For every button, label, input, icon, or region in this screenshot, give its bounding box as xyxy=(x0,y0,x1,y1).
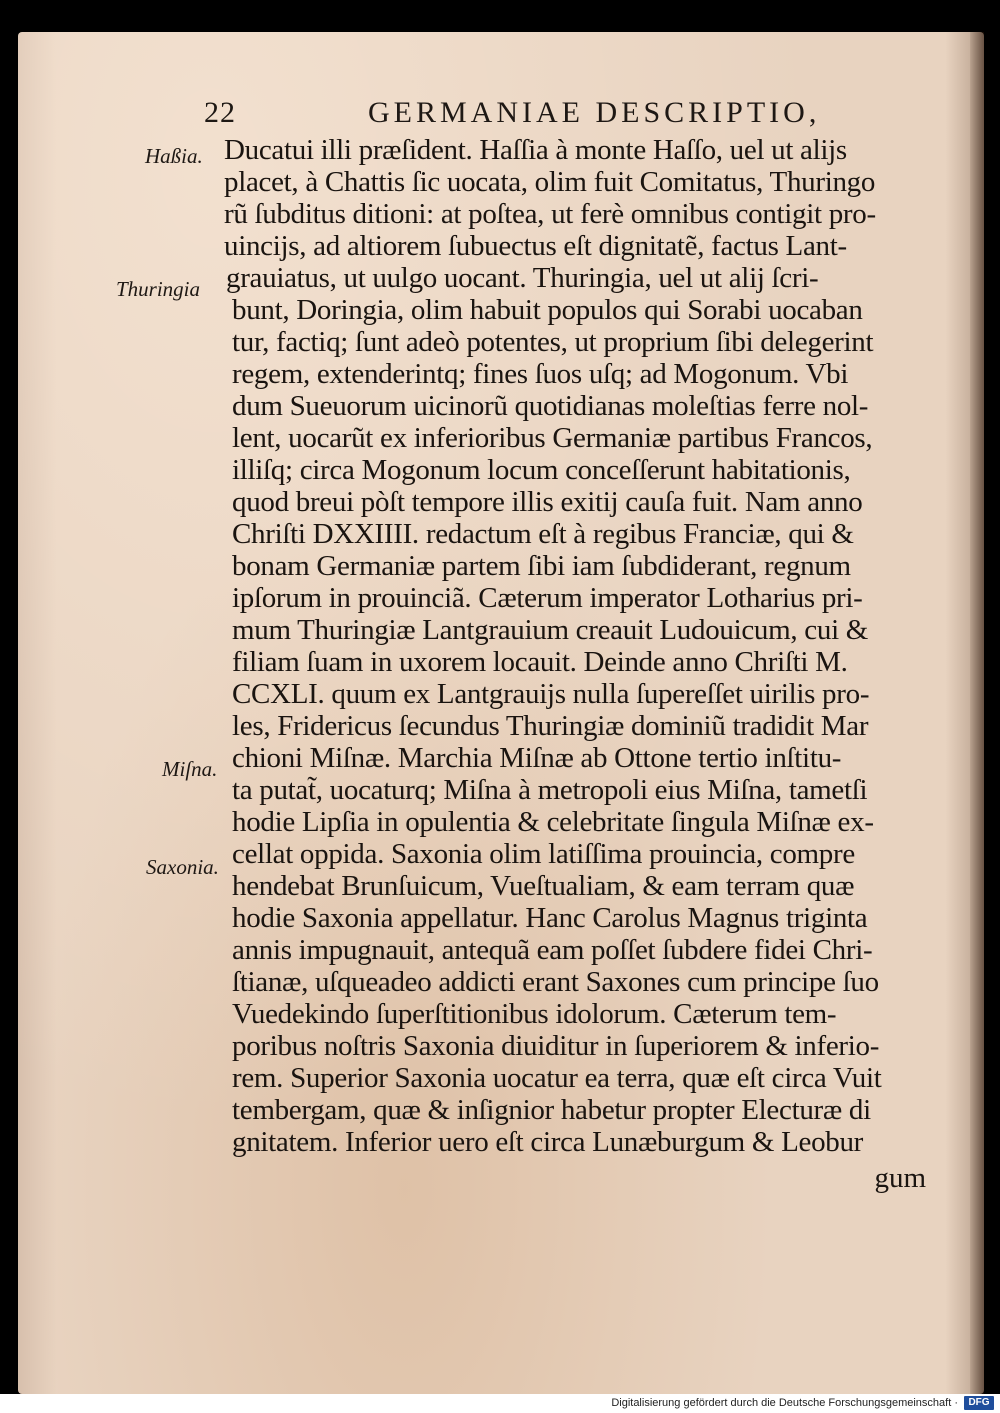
text-line: Ducatui illi præſident. Haſſia à monte Haſſo, uel ut alijs xyxy=(224,134,847,166)
text-line: hodie Lipſia in opulentia & celebritate ſingula Miſnæ ex- xyxy=(232,806,874,838)
margin-note-misna: Miſna. xyxy=(162,757,218,781)
text-line: filiam ſuam in uxorem locauit. Deinde anno Chriſti M. xyxy=(232,646,848,678)
dfg-logo: DFG xyxy=(964,1396,994,1410)
funding-credit: Digitalisierung gefördert durch die Deutsche Forschungsgemeinschaft · xyxy=(611,1397,958,1409)
text-line: annis impugnauit, antequã eam poſſet ſubdere fidei Chri- xyxy=(232,934,873,966)
text-line: grauiatus, ut uulgo uocant. Thuringia, uel ut alij ſcri- xyxy=(226,262,819,294)
text-line: CCXLI. quum ex Lantgrauijs nulla ſupereſſet uirilis pro- xyxy=(232,678,870,710)
text-line: poribus noſtris Saxonia diuiditur in ſuperiorem & inferio- xyxy=(232,1030,880,1062)
text-line: regem, extenderintq; fines ſuos uſq; ad Mogonum. Vbi xyxy=(232,358,849,390)
body-text xyxy=(18,32,984,1394)
text-line: quod breui pòſt tempore illis exitij cauſa fuit. Nam anno xyxy=(232,486,863,518)
text-line: bonam Germaniæ partem ſibi iam ſubdiderant, regnum xyxy=(232,550,851,582)
text-line: illiſq; circa Mogonum locum conceſſerunt habitationis, xyxy=(232,454,851,486)
book-page xyxy=(18,32,984,1394)
text-line: ipſorum in prouinciã. Cæterum imperator Lotharius pri- xyxy=(232,582,863,614)
text-line: Chriſti DXXIIII. redactum eſt à regibus Franciæ, qui & xyxy=(232,518,854,550)
text-line: bunt, Doringia, olim habuit populos qui Sorabi uocaban xyxy=(232,294,863,326)
margin-note-thuringia: Thuringia xyxy=(116,277,201,301)
running-head: GERMANIAE DESCRIPTIO, xyxy=(368,96,821,129)
text-line: ſtianæ, uſqueadeo addicti erant Saxones cum principe ſuo xyxy=(232,966,879,998)
text-line: mum Thuringiæ Lantgrauium creauit Ludouicum, cui & xyxy=(232,614,869,646)
text-line: rem. Superior Saxonia uocatur ea terra, quæ eſt circa Vuit xyxy=(232,1062,882,1094)
text-line: ta putat̃, uocaturq; Miſna à metropoli eius Miſna, tametſi xyxy=(232,774,868,806)
text-line: tur, factiq; ſunt adeò potentes, ut proprium ſibi delegerint xyxy=(232,326,874,358)
text-line: placet, à Chattis ſic uocata, olim fuit Comitatus, Thuringo xyxy=(224,166,876,198)
text-line: chioni Miſnæ. Marchia Miſnæ ab Ottone tertio inſtitu- xyxy=(232,742,842,774)
text-line: rũ ſubditus ditioni: at poſtea, ut ferè omnibus contigit pro- xyxy=(224,198,876,230)
digitization-footer xyxy=(0,1394,1000,1413)
text-line: lent, uocarũt ex inferioribus Germaniæ partibus Francos, xyxy=(232,422,873,454)
text-line: gnitatem. Inferior uero eſt circa Lunæburgum & Leobur xyxy=(232,1126,864,1158)
text-line: Vuedekindo ſuperſtitionibus idolorum. Cæterum tem- xyxy=(232,998,837,1030)
margin-note-saxonia: Saxonia. xyxy=(146,855,219,879)
page-number: 22 xyxy=(204,96,236,129)
margin-note-hassia: Haßia. xyxy=(145,144,203,168)
text-line: hodie Saxonia appellatur. Hanc Carolus Magnus triginta xyxy=(232,902,868,934)
text-line: cellat oppida. Saxonia olim latiſſima prouincia, compre xyxy=(232,838,855,870)
text-line: tembergam, quæ & inſignior habetur propter Electuræ di xyxy=(232,1094,871,1126)
catchword: gum xyxy=(874,1162,926,1194)
text-line: hendebat Brunſuicum, Vueſtualiam, & eam terram quæ xyxy=(232,870,855,902)
text-line: les, Fridericus ſecundus Thuringiæ dominiũ tradidit Mar xyxy=(232,710,869,742)
text-line: dum Sueuorum uicinorũ quotidianas moleſtias ferre nol- xyxy=(232,390,869,422)
text-line: uincijs, ad altiorem ſubuectus eſt dignitatẽ, factus Lant- xyxy=(224,230,847,262)
